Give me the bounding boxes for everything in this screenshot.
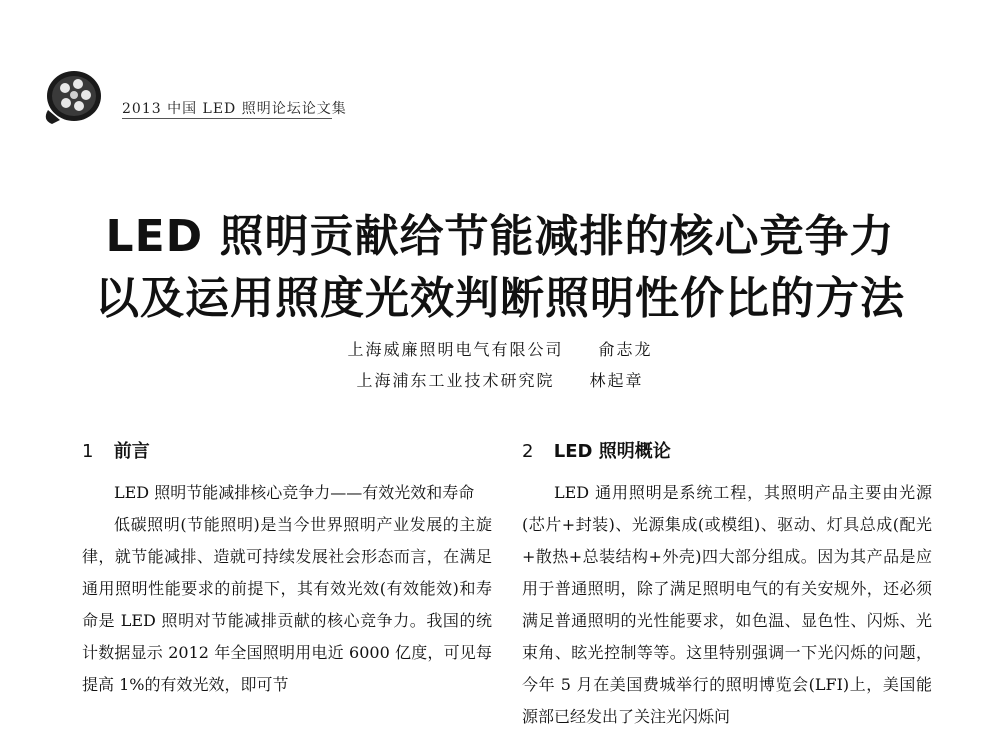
author-affiliation: 上海浦东工业技术研究院 (356, 371, 555, 390)
header-rule (122, 118, 332, 119)
paper-title-line-2: 以及运用照度光效判断照明性价比的方法 (95, 273, 905, 324)
author-line-1 (0, 337, 1000, 360)
running-header-text: 2013 中国 LED 照明论坛论文集 (122, 101, 347, 117)
paragraph: 低碳照明(节能照明)是当今世界照明产业发展的主旋律，就节能减排、造就可持续发展社会形态而言，在满足通用照明性能要求的前提下，其有效光效(有效能效)和寿命是 LED 照明对节能减排贡献的核心竞争力。我国的统计数据显示 2012 年全国照明用电近 6000 亿度，可见每提高 1%的有效光效，即可节 (82, 515, 492, 694)
author-name: 林起章 (589, 371, 644, 390)
section-number: 2 (522, 441, 534, 462)
section-title: LED 照明概论 (553, 441, 671, 462)
section-number: 1 (82, 441, 94, 462)
section-heading-2 (522, 437, 671, 463)
left-column (82, 477, 492, 701)
author-affiliation: 上海威廉照明电气有限公司 (347, 340, 564, 359)
author-name: 俞志龙 (598, 340, 653, 359)
running-header (38, 66, 347, 126)
led-lamp-logo-icon (38, 66, 108, 130)
paragraph: LED 通用照明是系统工程，其照明产品主要由光源(芯片+封装)、光源集成(或模组)、驱动、灯具总成(配光+散热+总装结构+外壳)四大部分组成。因为其产品是应用于普通照明，除了满足照明电气的有关安规外，还必须满足普通照明的光性能要求，如色温、显色性、闪烁、光束角、眩光控制等等。这里特别强调一下光闪烁的问题，今年 5 月在美国费城举行的照明博览会(LFI)上，美国能源部已经发出了关注光闪烁问 (522, 483, 932, 726)
section-heading-1 (82, 437, 150, 463)
paper-title-line-1: LED 照明贡献给节能减排的核心竞争力 (105, 211, 895, 262)
author-line-2 (0, 368, 1000, 391)
right-column (522, 477, 932, 733)
section-title: 前言 (113, 441, 150, 462)
paragraph: LED 照明节能减排核心竞争力——有效光效和寿命 (114, 483, 475, 502)
